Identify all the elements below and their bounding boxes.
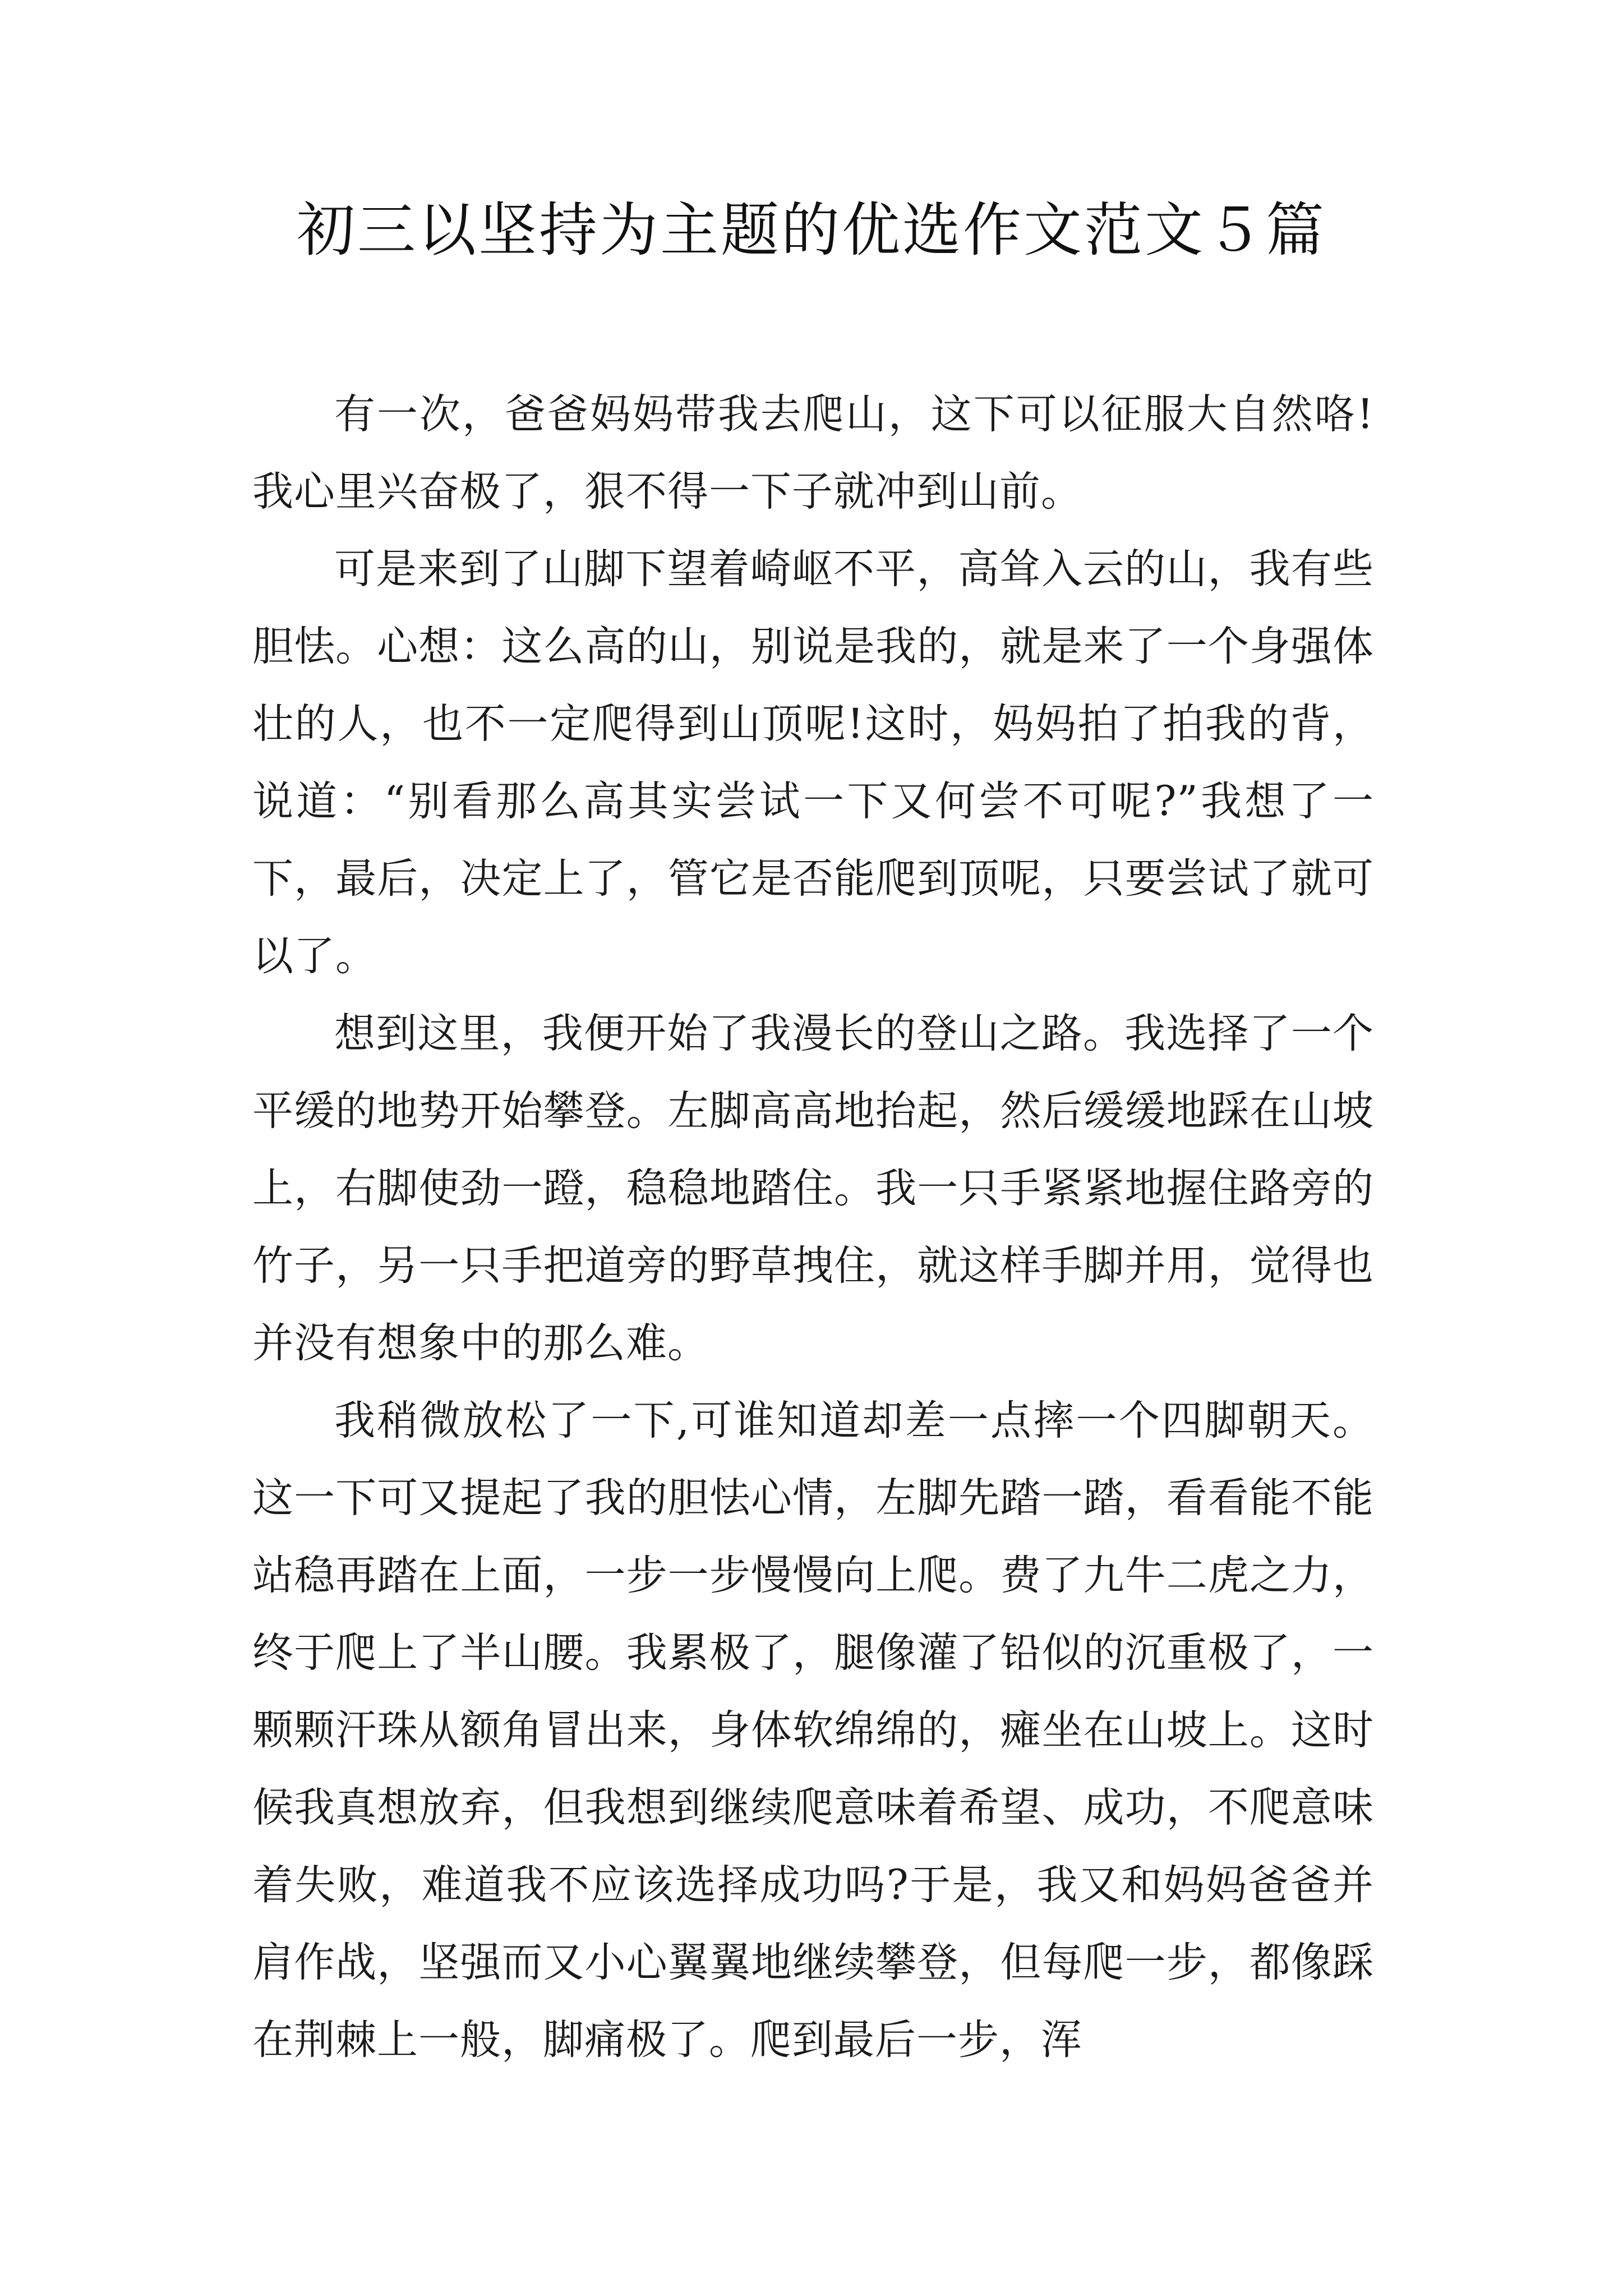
paragraph-3: 想到这里，我便开始了我漫长的登山之路。我选择了一个平缓的地势开始攀登。左脚高高地抬起，然后缓缓地踩在山坡上，右脚使劲一蹬，稳稳地踏住。我一只手紧紧地握住路旁的竹子，另一只手把道旁的野草拽住，就这样手脚并用，觉得也并没有想象中的那么难。 <box>252 1010 1374 1367</box>
paragraph-4: 我稍微放松了一下,可谁知道却差一点摔一个四脚朝天。这一下可又提起了我的胆怯心情，左脚先踏一踏，看看能不能站稳再踏在上面，一步一步慢慢向上爬。费了九牛二虎之力，终于爬上了半山腰。我累极了，腿像灌了铅似的沉重极了，一颗颗汗珠从额角冒出来，身体软绵绵的，瘫坐在山坡上。这时候我真想放弃，但我想到继续爬意味着希望、成功，不爬意味着失败，难道我不应该选择成功吗?于是，我又和妈妈爸爸并肩作战，坚强而又小心翼翼地继续攀登，但每爬一步，都像踩在荆棘上一般，脚痛极了。爬到最后一步，浑 <box>252 1397 1374 2064</box>
paragraph-2: 可是来到了山脚下望着崎岖不平，高耸入云的山，我有些胆怯。心想：这么高的山，别说是我的，就是来了一个身强体壮的人，也不一定爬得到山顶呢!这时，妈妈拍了拍我的背，说道：“别看那么高其实尝试一下又何尝不可呢?”我想了一下，最后，决定上了，管它是否能爬到顶呢，只要尝试了就可以了。 <box>252 545 1374 980</box>
paragraph-1: 有一次，爸爸妈妈带我去爬山，这下可以征服大自然咯!我心里兴奋极了，狠不得一下子就冲到山前。 <box>252 390 1374 516</box>
document-body <box>252 376 1374 2079</box>
document-title: 初三以坚持为主题的优选作文范文５篇 <box>296 196 1326 264</box>
